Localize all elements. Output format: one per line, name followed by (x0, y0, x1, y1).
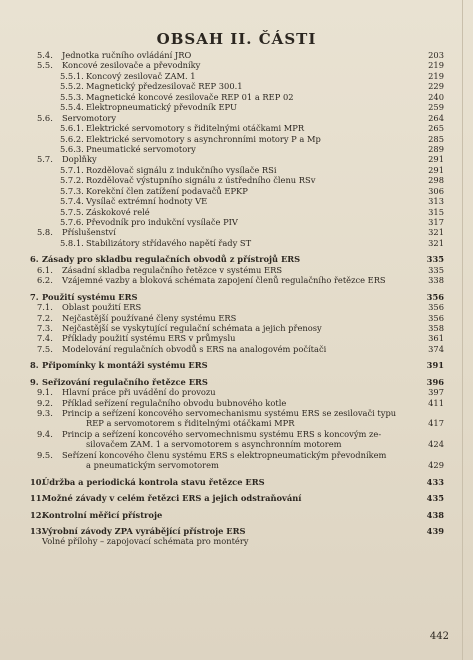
entry-number: 5.5. (37, 60, 53, 71)
entry-title: Vysílač extrémní hodnoty VE (86, 196, 208, 207)
toc-entry (0, 398, 473, 408)
toc-entry (0, 207, 473, 217)
toc-entry (0, 92, 473, 102)
entry-page: 356 (428, 302, 444, 313)
entry-number: 5.5.4. (60, 102, 84, 113)
entry-page: 291 (428, 164, 444, 175)
toc-entry (0, 450, 473, 460)
entry-number: 5.7.2. (60, 175, 84, 186)
toc-entry (0, 165, 473, 175)
entry-title: Servomotory (62, 112, 117, 123)
entry-page: 361 (428, 333, 444, 344)
entry-title: Rozdělovač výstupního signálu z ústředního členu RSv (86, 175, 316, 186)
entry-title: Koncový zesilovač ZAM. 1 (86, 70, 196, 81)
entry-title: Příklad seřízení regulačního obvodu bubnového kotle (62, 397, 287, 408)
entry-number: 6.1. (37, 264, 53, 275)
entry-title: Údržba a periodická kontrola stavu řetězce ERS (42, 476, 265, 487)
entry-page: 356 (426, 291, 444, 302)
entry-title: Pneumatické servomotory (86, 143, 196, 154)
chapter-entry (0, 477, 473, 487)
entry-number: 5.7.5. (60, 206, 84, 217)
entry-title: Volné přílohy – zapojovací schémata pro montéry (42, 536, 249, 547)
entry-page: 356 (428, 312, 444, 323)
entry-page: 240 (428, 91, 444, 102)
entry-title: a pneumatickým servomotorem (86, 460, 219, 471)
chapter-entry (0, 377, 473, 387)
toc-entry (0, 302, 473, 312)
entry-title: Korekční člen zatížení podavačů EPKP (86, 185, 248, 196)
entry-title: Jednotka ručního ovládání JRO (62, 50, 192, 60)
entry-title: Zásadní skladba regulačního řetězce v systému ERS (62, 264, 282, 275)
entry-page: 321 (428, 227, 444, 238)
entry-title: Stabilizátory střídavého napětí řady ST (86, 237, 252, 248)
toc-entry (0, 460, 473, 470)
page-number: 442 (429, 631, 449, 642)
entry-page: 411 (428, 397, 444, 408)
entry-page: 391 (426, 360, 444, 371)
toc-entry (0, 196, 473, 206)
entry-number: 11. (30, 493, 45, 504)
entry-page: 291 (428, 154, 444, 165)
entry-title: Modelování regulačních obvodů s ERS na analogovém počítači (62, 343, 327, 354)
entry-title: Nejčastější používané členy systému ERS (62, 312, 237, 323)
entry-page: 396 (426, 376, 444, 387)
toc-entry (0, 238, 473, 248)
entry-title: Rozdělovač signálu z indukčního vysílače RSi (86, 164, 277, 175)
toc-entry (0, 102, 473, 112)
entry-page: 374 (428, 343, 444, 354)
entry-title: Hlavní práce při uvádění do provozu (62, 387, 216, 398)
entry-number: 5.4. (37, 50, 53, 60)
entry-page: 424 (428, 439, 444, 450)
entry-title: Možné závady v celém řetězci ERS a jejich odstraňování (42, 493, 302, 504)
toc-entry (0, 71, 473, 81)
entry-number: 6.2. (37, 275, 53, 286)
entry-page: 438 (426, 509, 444, 520)
entry-title: Nejčastější se vyskytující regulační schémata a jejich přenosy (62, 322, 322, 333)
entry-page: 298 (428, 175, 444, 186)
toc-entry (0, 387, 473, 397)
entry-number: 9. (30, 376, 39, 387)
entry-title: Elektrické servomotory s asynchronními motory P a Mp (86, 133, 321, 144)
entry-page: 338 (428, 275, 444, 286)
toc-entry (0, 186, 473, 196)
entry-page: 435 (426, 493, 444, 504)
toc-entry (0, 60, 473, 70)
toc-entry (0, 429, 473, 439)
entry-title: Magnetický předzesilovač REP 300.1 (86, 81, 243, 92)
entry-number: 9.5. (37, 449, 53, 460)
entry-page: 417 (428, 418, 444, 429)
entry-page: 203 (428, 50, 444, 60)
toc-entry (0, 144, 473, 154)
entry-page: 429 (428, 460, 444, 471)
toc-entry (0, 81, 473, 91)
entry-page: 439 (426, 525, 444, 536)
entry-page: 306 (428, 185, 444, 196)
entry-number: 5.6.2. (60, 133, 84, 144)
entry-number: 12. (30, 509, 45, 520)
entry-title: Princip a seřízení koncového servomechanismu systému ERS se zesilovači typu (62, 408, 397, 418)
toc-entry (0, 265, 473, 275)
entry-title: Kontrolní měřicí přístroje (42, 509, 163, 520)
entry-page: 265 (428, 123, 444, 134)
entry-number: 10. (30, 476, 45, 487)
chapter-entry (0, 510, 473, 520)
toc-entry (0, 439, 473, 449)
entry-title: Použití systému ERS (42, 291, 138, 302)
entry-number: 5.7.1. (60, 164, 84, 175)
entry-title: Vzájemné vazby a bloková schémata zapojení členů regulačního řetězce ERS (62, 275, 386, 286)
entry-title: Elektropneumatický převodník EPU (86, 102, 237, 113)
entry-page: 313 (428, 196, 444, 207)
entry-title: Zásady pro skladbu regulačních obvodů z přístrojů ERS (42, 254, 301, 265)
entry-number: 5.8.1. (60, 237, 84, 248)
entry-number: 7.3. (37, 322, 53, 333)
entry-page: 317 (428, 217, 444, 227)
entry-title: Elektrické servomotory s řiditelnými otáčkami MPR (86, 123, 305, 134)
entry-number: 5.7.6. (60, 217, 84, 227)
toc-entry (0, 134, 473, 144)
entry-number: 5.6.1. (60, 123, 84, 134)
entry-title: Příklady použití systému ERS v průmyslu (62, 333, 236, 344)
chapter-entry (0, 493, 473, 503)
entry-number: 7.2. (37, 312, 53, 323)
chapter-entry (0, 526, 473, 536)
toc-entry (0, 113, 473, 123)
entry-number: 5.8. (37, 227, 53, 238)
entry-number: 9.2. (37, 397, 53, 408)
entry-title: REP a servomotorem s řiditelnými otáčkami MPR (86, 418, 295, 429)
entry-title: Magnetické koncové zesilovače REP 01 a REP 02 (86, 91, 294, 102)
entry-page: 229 (428, 81, 444, 92)
entry-number: 5.5.2. (60, 81, 84, 92)
entry-number: 6. (30, 254, 39, 265)
entry-page: 259 (428, 102, 444, 113)
entry-page: 321 (428, 237, 444, 248)
entry-title: Připomínky k montáži systému ERS (42, 360, 208, 371)
entry-number: 5.6. (37, 112, 53, 123)
entry-number: 7.1. (37, 302, 53, 313)
table-of-contents (0, 50, 473, 547)
entry-number: 5.7.4. (60, 196, 84, 207)
entry-page: 315 (428, 206, 444, 217)
entry-page: 358 (428, 322, 444, 333)
entry-title: silovačem ZAM. 1 a servomotorem s asynchronním motorem (86, 439, 342, 450)
toc-entry (0, 227, 473, 237)
toc-entry (0, 536, 473, 546)
entry-number: 7. (30, 291, 39, 302)
entry-page: 289 (428, 143, 444, 154)
entry-number: 5.6.3. (60, 143, 84, 154)
entry-title: Doplňky (62, 154, 97, 165)
entry-number: 5.7. (37, 154, 53, 165)
entry-number: 9.3. (37, 408, 53, 418)
entry-number: 8. (30, 360, 39, 371)
toc-entry (0, 408, 473, 418)
entry-number: 5.5.1. (60, 70, 84, 81)
entry-title: Princip a seřízení koncového servomechnismu systému ERS s koncovým ze- (62, 428, 382, 439)
chapter-entry (0, 360, 473, 370)
toc-entry (0, 50, 473, 60)
toc-entry (0, 123, 473, 133)
entry-title: Koncové zesilovače a převodníky (62, 60, 201, 71)
entry-number: 13. (30, 525, 45, 536)
toc-entry (0, 418, 473, 428)
entry-page: 433 (426, 476, 444, 487)
entry-number: 5.7.3. (60, 185, 84, 196)
entry-page: 335 (426, 254, 444, 265)
entry-title: Příslušenství (62, 227, 116, 238)
entry-page: 397 (428, 387, 444, 398)
entry-page: 335 (428, 264, 444, 275)
entry-title: Záskokové relé (86, 206, 150, 217)
entry-title: Seřízení koncového členu systému ERS s elektropneumatickým převodníkem (62, 449, 387, 460)
toc-entry (0, 313, 473, 323)
entry-number: 7.4. (37, 333, 53, 344)
entry-title: Výrobní závody ZPA vyrábějící přístroje ERS (42, 525, 246, 536)
toc-entry (0, 154, 473, 164)
entry-title: Oblast použití ERS (62, 302, 142, 313)
toc-entry (0, 217, 473, 227)
entry-number: 9.4. (37, 428, 53, 439)
entry-page: 219 (428, 70, 444, 81)
entry-page: 219 (428, 60, 444, 71)
entry-page: 264 (428, 112, 444, 123)
entry-title: Převodník pro indukční vysílače PIV (86, 217, 238, 227)
entry-title: Seřizování regulačního řetězce ERS (42, 376, 208, 387)
entry-page: 285 (428, 133, 444, 144)
entry-number: 5.5.3. (60, 91, 84, 102)
toc-entry (0, 175, 473, 185)
toc-entry (0, 344, 473, 354)
chapter-entry (0, 292, 473, 302)
entry-number: 9.1. (37, 387, 53, 398)
page-title: OBSAH II. ČÁSTI (156, 30, 317, 48)
entry-number: 7.5. (37, 343, 53, 354)
chapter-entry (0, 254, 473, 264)
toc-entry (0, 333, 473, 343)
toc-entry (0, 275, 473, 285)
toc-entry (0, 323, 473, 333)
